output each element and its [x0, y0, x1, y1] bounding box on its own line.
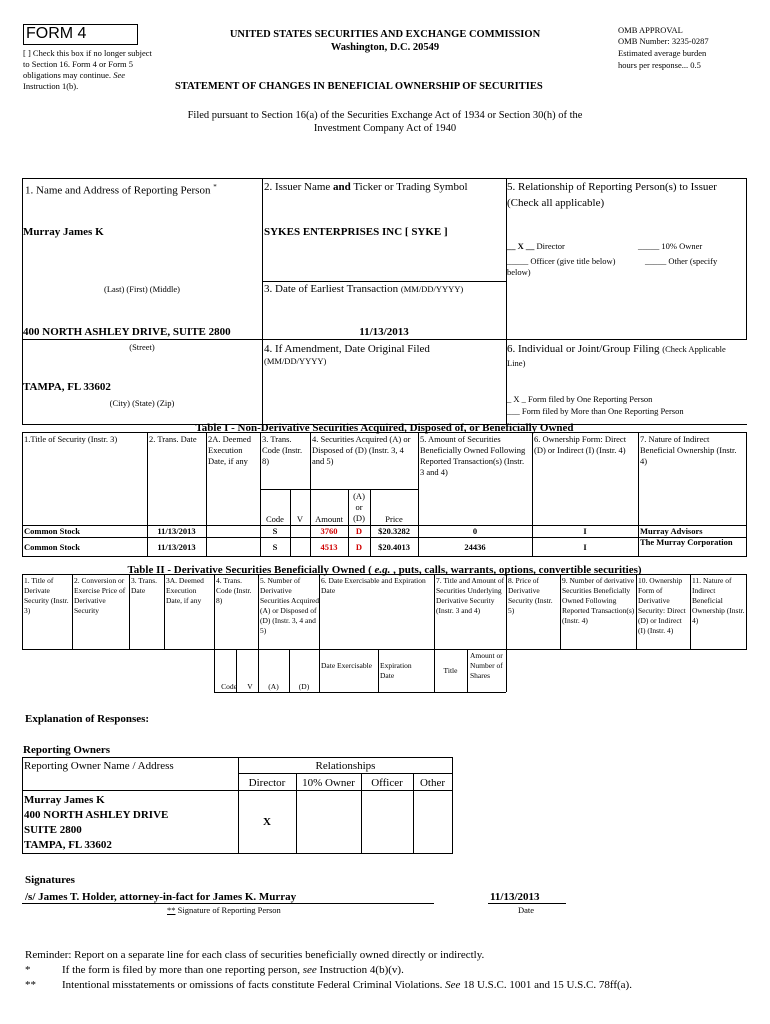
footnote2-post: 18 U.S.C. 1001 and 15 U.S.C. 78ff(a). [460, 979, 632, 991]
box5-label: 5. Relationship of Reporting Person(s) to Issuer [507, 181, 717, 193]
signature-date: 11/13/2013 [490, 891, 540, 903]
footnote1 [62, 963, 404, 977]
owner10-text: 10% Owner [661, 241, 703, 251]
director-text: Director [536, 241, 565, 251]
t2-sub-d: (D) [298, 682, 310, 691]
ro-owner-line2: 400 NORTH ASHLEY DRIVE [24, 809, 169, 821]
box6-option1: _ X _ Form filed by One Reporting Person [507, 394, 653, 404]
officer-text: Officer (give title below) [530, 256, 616, 266]
box3-label-small: (MM/DD/YYYY) [400, 284, 464, 294]
city-caption: (City) (State) (Zip) [109, 398, 175, 408]
ro-col-relationships: Relationships [315, 760, 376, 772]
t1-r1-owned: 0 [472, 526, 478, 536]
form-title: FORM 4 [26, 25, 87, 42]
t2-sub-amount: Amount or Number of Shares [470, 651, 503, 680]
t1-r1-form: I [583, 526, 587, 536]
t1-r2-aord: D [355, 542, 363, 552]
t1-r1-nature: Murray Advisors [640, 526, 703, 536]
t2-h7: 7. Title and Amount of Securities Underlying Derivative Security (Instr. 3 and 4) [436, 576, 505, 615]
signature-caption [167, 905, 281, 916]
box3-label-text: 3. Date of Earliest Transaction [264, 283, 399, 295]
t2-title-post: , puts, calls, warrants, options, convertible securities) [390, 564, 642, 576]
t2-h3a: 3A. Deemed Execution Date, if any [166, 576, 204, 605]
street-caption: (Street) [129, 342, 155, 352]
reporting-person-name: Murray James K [23, 226, 104, 238]
t2-sub-code: Code [221, 682, 237, 691]
statement-title: STATEMENT OF CHANGES IN BENEFICIAL OWNERSHIP OF SECURITIES [175, 81, 543, 92]
ro-owner-line3: SUITE 2800 [24, 824, 82, 836]
t2-h9: 9. Number of derivative Securities Beneficially Owned Following Reported Transaction(s) (Instr. 4) [562, 576, 635, 625]
box6-option2: ___ Form filed by More than One Reporting Person [507, 406, 684, 416]
t2-sub-date-ex: Date Exercisable [321, 661, 373, 670]
footnote-star1: * [25, 964, 31, 976]
other-mark: _____ [645, 256, 667, 266]
t1-r1-code: S [272, 526, 278, 536]
t1-h1: 1.Title of Security (Instr. 3) [24, 434, 118, 444]
owner10-option [638, 241, 702, 252]
t2-h1: 1. Title of Derivate Security (Instr. 3) [24, 576, 69, 615]
omb-hours: hours per response... 0.5 [618, 60, 701, 70]
earliest-transaction-date: 11/13/2013 [359, 326, 409, 338]
t2-h2: 2. Conversion or Exercise Price of Derivative Security [74, 576, 126, 615]
t1-r1-date: 11/13/2013 [157, 526, 196, 536]
agency-location: Washington, D.C. 20549 [330, 42, 440, 53]
t1-sub-v: V [296, 514, 304, 524]
t1-r2-form: I [583, 542, 587, 552]
t1-h4: 4. Securities Acquired (A) or Disposed of (D) (Instr. 3, 4 and 5) [312, 434, 411, 466]
reporting-owners-heading: Reporting Owners [23, 744, 111, 756]
box1-label [25, 180, 217, 198]
t2-h8: 8. Price of Derivative Security (Instr. 5) [508, 576, 553, 615]
footnote2-see: See [442, 979, 461, 991]
reporting-person-street: 400 NORTH ASHLEY DRIVE, SUITE 2800 [23, 326, 231, 338]
footnote1-pre: If the form is filed by more than one reporting person, [62, 964, 300, 976]
t1-h3: 3. Trans. Code (Instr. 8) [262, 434, 303, 466]
box6-label-text: 6. Individual or Joint/Group Filing [507, 343, 660, 355]
box2-label-pre: 2. Issuer Name [264, 181, 334, 193]
check-box-text: [ ] Check this box if no longer subject to Section 16. Form 4 or Form 5 obligations may continue. [23, 48, 152, 80]
t1-h5: 5. Amount of Securities Beneficially Owned Following Reported Transaction(s) (Instr. 3 and 4) [420, 434, 526, 477]
other-text: Other (specify below) [507, 256, 718, 277]
t2-title-pre: Table II - Derivative Securities Beneficially Owned ( [127, 564, 372, 576]
reporting-person-city: TAMPA, FL 33602 [23, 381, 111, 393]
director-option [507, 241, 565, 252]
reminder-text: Reminder: Report on a separate line for each class of securities beneficially owned directly or indirectly. [25, 949, 485, 961]
t1-sub-price: Price [385, 514, 403, 524]
filed-pursuant-line2: Investment Company Act of 1940 [313, 123, 457, 134]
box1-label-text: 1. Name and Address of Reporting Person [25, 184, 211, 197]
signatures-heading: Signatures [25, 874, 75, 886]
t1-r2-date: 11/13/2013 [157, 542, 196, 552]
omb-number: OMB Number: 3235-0287 [618, 36, 709, 46]
t1-r2-owned: 24436 [464, 542, 486, 552]
omb-approval: OMB APPROVAL [618, 25, 683, 35]
t1-r1-title: Common Stock [24, 526, 80, 536]
sig-caption-text: Signature of Reporting Person [177, 905, 281, 915]
t1-sub-aord: (A) or (D) [353, 491, 365, 523]
signer-name: /s/ James T. Holder, attorney-in-fact for James K. Murray [25, 891, 297, 903]
t1-h7: 7. Nature of Indirect Beneficial Ownership (Instr. 4) [640, 434, 737, 466]
sig-caption-mark: ** [167, 905, 176, 915]
t1-r1-amount: 3760 [320, 526, 338, 536]
issuer-name: SYKES ENTERPRISES INC [ SYKE ] [264, 226, 448, 238]
check-box-see: See [113, 70, 125, 80]
box4-label: 4. If Amendment, Date Original Filed [264, 343, 430, 355]
footnote1-see: see [299, 964, 317, 976]
t2-sub-title: Title [443, 666, 458, 675]
t1-r2-code: S [272, 542, 278, 552]
footnote-star2: ** [25, 979, 36, 991]
t1-h2a: 2A. Deemed Execution Date, if any [208, 434, 251, 466]
agency-name: UNITED STATES SECURITIES AND EXCHANGE COMMISSION [229, 29, 541, 40]
t1-h6: 6. Ownership Form: Direct (D) or Indirect (I) (Instr. 4) [534, 434, 627, 455]
table1-title: Table I - Non-Derivative Securities Acquired, Disposed of, or Beneficially Owned [195, 422, 574, 434]
footnote2-pre: Intentional misstatements or omissions of facts constitute Federal Criminal Violations. [62, 979, 443, 991]
omb-burden: Estimated average burden [618, 48, 707, 58]
check-box-instr: Instruction 1(b). [23, 81, 79, 91]
box1-asterisk: * [213, 183, 217, 191]
check-box-note [23, 48, 153, 92]
t1-r1-price: $20.3282 [378, 526, 410, 536]
t1-sub-amount: Amount [315, 514, 343, 524]
t2-sub-a: (A) [268, 682, 279, 691]
box5-sub: (Check all applicable) [507, 197, 605, 209]
explanation-heading: Explanation of Responses: [25, 713, 150, 725]
t2-h10: 10. Ownership Form of Derivative Security: Direct (D) or Indirect (I) (Instr. 4) [638, 576, 686, 635]
officer-mark: _____ [507, 256, 529, 266]
t1-r1-aord: D [355, 526, 363, 536]
t1-h2: 2. Trans. Date [149, 434, 197, 444]
name-caption: (Last) (First) (Middle) [103, 284, 180, 294]
director-mark: __ X __ [507, 241, 535, 251]
box6-label [507, 342, 743, 370]
ro-col-director: Director [248, 777, 286, 789]
date-caption: Date [518, 905, 535, 915]
ro-col-other: Other [419, 777, 446, 789]
ro-col-owner10: 10% Owner [302, 777, 355, 789]
ro-owner-line4: TAMPA, FL 33602 [24, 839, 112, 851]
owner10-mark: _____ [638, 241, 660, 251]
t2-title-eg: e.g. [371, 564, 391, 576]
t1-r2-price: $20.4013 [378, 542, 410, 552]
t2-sub-exp: Expiration Date [380, 661, 412, 680]
t1-r2-nature: The Murray Corporation [640, 537, 733, 547]
t2-h3: 3. Trans. Date [131, 576, 158, 595]
ro-owner-line1: Murray James K [24, 794, 105, 806]
box2-label-post: Ticker or Trading Symbol [350, 181, 468, 193]
box6-label-small: (Check Applicable Line) [507, 344, 726, 368]
t2-sub-v: V [247, 682, 253, 691]
box3-label [264, 282, 463, 296]
box4-label-small: (MM/DD/YYYY) [264, 356, 327, 366]
t1-r2-amount: 4513 [320, 542, 338, 552]
other-option [507, 256, 739, 278]
footnote1-post: Instruction 4(b)(v). [316, 964, 404, 976]
t2-h6: 6. Date Exercisable and Expiration Date [321, 576, 426, 595]
ro-director-mark: X [263, 816, 271, 828]
box2-label-and: and [333, 181, 351, 193]
t2-h4: 4. Trans. Code (Instr. 8) [216, 576, 252, 605]
ro-col-officer: Officer [371, 777, 403, 789]
t2-h5: 5. Number of Derivative Securities Acquired (A) or Disposed of (D) (Instr. 3, 4 and 5) [260, 576, 319, 635]
ro-col-name: Reporting Owner Name / Address [24, 760, 174, 772]
filed-pursuant-line1: Filed pursuant to Section 16(a) of the Securities Exchange Act of 1934 or Section 30(h) of the [187, 110, 583, 121]
footnote2 [62, 978, 632, 992]
t1-sub-code: Code [266, 514, 284, 524]
box2-label [264, 180, 468, 194]
t1-r2-title: Common Stock [24, 542, 80, 552]
t2-h11: 11. Nature of Indirect Beneficial Ownership (Instr. 4) [692, 576, 745, 625]
